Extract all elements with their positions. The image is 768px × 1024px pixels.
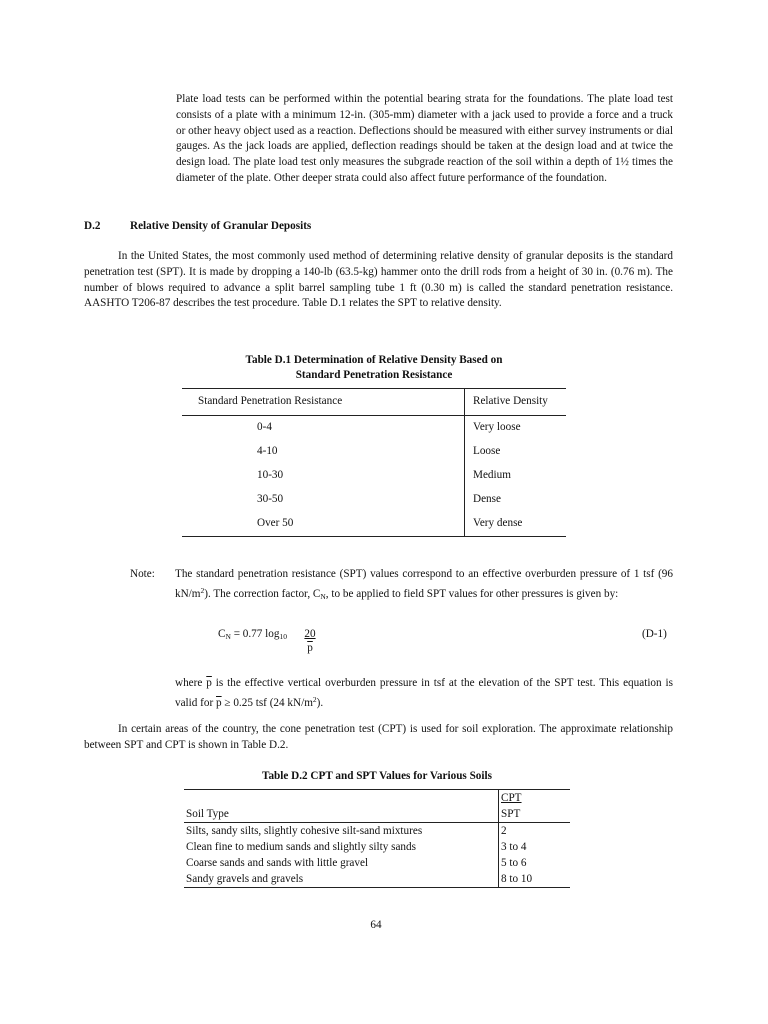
note-text-part: ). The correction factor, C bbox=[204, 587, 321, 600]
table-cell: Dense bbox=[473, 493, 501, 506]
table-cell: Very dense bbox=[465, 512, 567, 537]
table-header-row bbox=[184, 806, 570, 823]
note-text bbox=[175, 567, 673, 605]
table-row bbox=[182, 512, 566, 537]
table-header-cell: CPT bbox=[499, 790, 571, 807]
table-cell: Over 50 bbox=[182, 512, 465, 537]
table-header-row bbox=[184, 790, 570, 807]
subscript: N bbox=[225, 632, 231, 641]
section-paragraph: In the United States, the most commonly used method of determining relative density of granular deposits is the standard penetration test (SPT). It is made by dropping a 140-lb (63.5-kg) hammer onto the drill rods from a height of 30 in. (0.76 m). The number of blows required to advance a split barrel sampling tube 1 ft (0.30 m) is called the standard penetration resistance. AASHTO T206-87 describes the test procedure. Table D.1 relates the SPT to relative density. bbox=[84, 250, 673, 310]
equation-number: (D-1) bbox=[642, 628, 667, 640]
equation-rhs: = 0.77 log bbox=[230, 628, 280, 640]
cpt-spt-table bbox=[184, 789, 570, 888]
table-row bbox=[182, 464, 566, 488]
where-text bbox=[175, 676, 673, 712]
section-title: Relative Density of Granular Deposits bbox=[130, 220, 312, 232]
superscript: 2 bbox=[312, 694, 317, 704]
table-cell: 4-10 bbox=[182, 440, 465, 464]
cpt-paragraph: In certain areas of the country, the cone penetration test (CPT) is used for soil exploration. The approximate relationship between SPT and CPT is shown in Table D.2. bbox=[84, 723, 673, 751]
table-row bbox=[184, 871, 570, 888]
table-cell: Loose bbox=[473, 445, 501, 458]
note-label: Note: bbox=[130, 568, 155, 580]
table-cell: 5 to 6 bbox=[499, 855, 571, 871]
table-row bbox=[182, 488, 566, 512]
note-text-part: , to be applied to field SPT values for other pressures is given by: bbox=[325, 587, 619, 600]
table-row bbox=[182, 416, 566, 441]
table-cell: Coarse sands and sands with little gravel bbox=[186, 857, 369, 869]
table-header-row bbox=[182, 389, 566, 416]
where-part: is the effective vertical overburden pressure in tsf at the elevation of the SPT test. This equation is valid for bbox=[175, 677, 673, 709]
where-part: ). bbox=[316, 696, 324, 709]
table-header-cell: Relative Density bbox=[465, 389, 567, 416]
superscript: 2 bbox=[200, 585, 205, 595]
table2-caption: Table D.2 CPT and SPT Values for Various Soils bbox=[262, 770, 492, 782]
intro-paragraph: Plate load tests can be performed within the potential bearing strata for the foundations. The plate load test consists of a plate with a minimum 12-in. (305-mm) diameter with a jack used to provide a force and a truck or other heavy object used as a reaction. Deflections should be measured with either survey instruments or dial gauges. As the jack loads are applied, deflection readings should be taken at the design load and at twice the design load. The plate load test only measures the subgrade reaction of the soil within a depth of 1½ times the diameter of the plate. Other deeper strata could also affect future performance of the foundation. bbox=[176, 93, 673, 184]
equation-lhs: C bbox=[218, 628, 226, 640]
p-bar: $\overline{p}$ bbox=[206, 677, 212, 689]
equation-fraction bbox=[300, 627, 320, 657]
table1-caption-line1: Table D.1 Determination of Relative Density Based on bbox=[245, 354, 503, 366]
table-header-cell: SPT bbox=[499, 806, 571, 823]
where-part: where bbox=[175, 677, 207, 689]
table-cell: Silts, sandy silts, slightly cohesive silt-sand mixtures bbox=[186, 825, 423, 837]
equation-numerator: 20 bbox=[304, 628, 316, 640]
log-base: 10 bbox=[279, 632, 287, 641]
table-row bbox=[184, 855, 570, 871]
page-number: 64 bbox=[370, 919, 382, 931]
table-cell: 30-50 bbox=[182, 488, 465, 512]
equation-denominator: p bbox=[307, 641, 313, 654]
table-header-cell bbox=[184, 790, 499, 807]
note-text-part: The standard penetration resistance (SPT) values correspond to an effective overburden pressure of 1 tsf (96 kN/m bbox=[175, 568, 673, 600]
table-cell: 10-30 bbox=[182, 464, 465, 488]
table-cell: Sandy gravels and gravels bbox=[184, 871, 499, 888]
table-cell: 3 to 4 bbox=[499, 839, 571, 855]
table-cell: 8 to 10 bbox=[499, 871, 571, 888]
table-row bbox=[184, 839, 570, 855]
table-header-cell: Standard Penetration Resistance bbox=[182, 389, 465, 416]
table-header-cell: Soil Type bbox=[184, 806, 499, 823]
subscript: N bbox=[320, 591, 326, 601]
equation bbox=[218, 627, 287, 645]
relative-density-table bbox=[182, 388, 566, 537]
table-row bbox=[184, 823, 570, 840]
table-row bbox=[182, 440, 566, 464]
where-part: ≥ 0.25 tsf (24 kN/m bbox=[221, 696, 313, 709]
table-cell: 2 bbox=[499, 823, 571, 840]
table1-caption-line2: Standard Penetration Resistance bbox=[295, 369, 453, 381]
section-number: D.2 bbox=[84, 220, 101, 232]
p-bar: $\overline{p}$ bbox=[216, 696, 222, 709]
table-cell: 0-4 bbox=[182, 416, 465, 441]
table-cell: Clean fine to medium sands and slightly silty sands bbox=[186, 841, 416, 853]
table-cell: Very loose bbox=[473, 421, 521, 434]
table-cell: Medium bbox=[473, 469, 511, 482]
